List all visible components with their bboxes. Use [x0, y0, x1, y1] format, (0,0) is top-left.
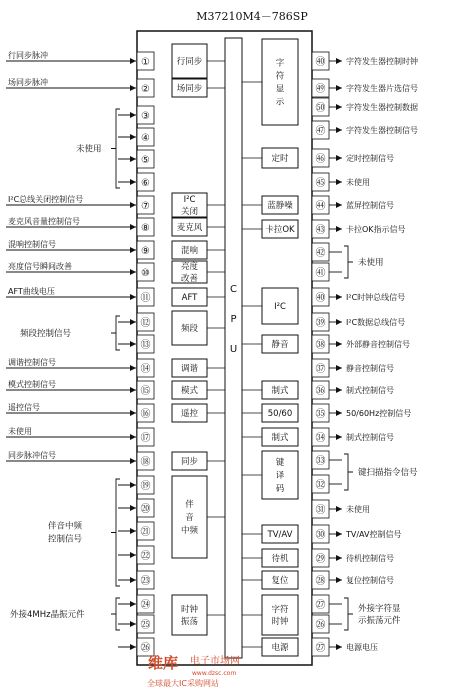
left-signal-label: 麦克风音量控制信号 — [8, 217, 80, 226]
left-block-label: 振荡 — [180, 617, 199, 627]
right-block-label: 字符 — [271, 605, 289, 615]
right-block-label: 时钟 — [271, 617, 289, 627]
left-signal-label: 场同步脉冲 — [8, 78, 48, 87]
left-block-label: 伴 — [185, 500, 194, 510]
arrow-icon — [336, 506, 342, 512]
right-block-label: 示 — [275, 97, 285, 108]
arrow-icon — [130, 202, 136, 208]
left-block-label: 频段 — [180, 324, 199, 334]
right-group-label: 未使用 — [358, 258, 384, 268]
arrow-icon — [336, 644, 342, 650]
right-block-label: 制式 — [271, 433, 289, 443]
left-pin-number: ⑰ — [140, 433, 151, 444]
right-block-label: 卡拉OK — [265, 225, 295, 235]
right-pin-number: ㉝ — [315, 456, 326, 467]
left-pin-number: ㉔ — [140, 600, 151, 611]
right-pin-number: ㉜ — [315, 480, 326, 491]
right-signal-label: 静音控制信号 — [346, 364, 394, 373]
right-block-label: 待机 — [271, 554, 289, 564]
arrow-icon — [130, 58, 136, 64]
arrow-icon — [336, 202, 342, 208]
arrow-icon — [130, 644, 136, 650]
arrow-icon — [336, 434, 342, 440]
arrow-icon — [130, 387, 136, 393]
left-pin-number: ⑦ — [141, 201, 150, 212]
left-block-label: 亮度 — [180, 262, 199, 272]
left-pin-number: ⑱ — [140, 457, 151, 468]
left-group-label: 伴音中频 — [48, 521, 83, 532]
right-function-block — [262, 595, 298, 635]
left-pin-number: ⑭ — [140, 364, 151, 375]
left-pin-number: ⑨ — [141, 246, 150, 257]
left-block-label: 改善 — [180, 274, 199, 284]
left-pin-number: ㉖ — [140, 643, 151, 654]
left-pin-number: ⑲ — [140, 481, 151, 492]
left-group-label: 未使用 — [76, 144, 102, 155]
right-pin-number: ㊶ — [315, 268, 326, 279]
left-block-label: 遥控 — [180, 409, 199, 419]
right-signal-label: I²C时钟总线信号 — [346, 293, 406, 302]
left-function-block — [172, 595, 207, 635]
arrow-icon — [130, 621, 136, 627]
arrow-icon — [130, 179, 136, 185]
left-block-label: 时钟 — [180, 605, 199, 615]
right-signal-label: 字符发生器控制数据 — [346, 103, 418, 112]
right-signal-label: 未使用 — [346, 505, 370, 514]
left-block-label: 音 — [185, 513, 194, 523]
right-block-label: 50/60 — [267, 409, 293, 419]
left-pin-number: ⑯ — [140, 409, 151, 420]
left-signal-label: I²C总线关闭控制信号 — [8, 195, 84, 204]
right-pin-number: ㉗ — [315, 643, 326, 654]
right-pin-number: ㊵ — [315, 57, 326, 68]
left-block-label: AFT — [181, 293, 198, 303]
left-signal-label: 遥控信号 — [8, 403, 40, 412]
right-signal-label: 卡拉OK指示信号 — [346, 225, 406, 234]
right-pin-number: ㊻ — [315, 154, 326, 165]
left-pin-number: ㉒ — [140, 551, 151, 562]
arrow-icon — [130, 85, 136, 91]
left-pin-number: ② — [141, 84, 150, 95]
left-pin-number: ⑳ — [140, 504, 151, 515]
left-block-label: 调谐 — [180, 364, 199, 374]
arrow-icon — [130, 134, 136, 140]
arrow-icon — [130, 269, 136, 275]
arrow-icon — [130, 482, 136, 488]
cpu-letter: P — [230, 314, 237, 325]
arrow-icon — [336, 577, 342, 583]
arrow-icon — [130, 224, 136, 230]
right-signal-label: TV/AV控制信号 — [346, 530, 402, 539]
left-pin-number: ㉑ — [140, 527, 151, 538]
left-pin-number: ⑧ — [141, 223, 150, 234]
right-signal-label: 待机控制信号 — [346, 554, 394, 563]
arrow-icon — [336, 387, 342, 393]
left-signal-label: 同步脉冲信号 — [8, 451, 56, 460]
right-group-brace — [344, 454, 353, 490]
arrow-icon — [336, 341, 342, 347]
left-group-brace — [111, 109, 120, 188]
left-block-label: 中频 — [180, 526, 199, 536]
right-signal-label: 字符发生器片选信号 — [346, 84, 418, 93]
watermark-logo: 维库 — [148, 654, 179, 672]
arrow-icon — [130, 505, 136, 511]
arrow-icon — [130, 410, 136, 416]
arrow-icon — [130, 365, 136, 371]
right-pin-number: ㉗ — [315, 600, 326, 611]
watermark-url: www.dzsc.com — [192, 670, 237, 677]
arrow-icon — [336, 85, 342, 91]
left-block-label: 麦克风 — [176, 223, 203, 233]
left-block-label: 关闭 — [180, 207, 199, 217]
right-signal-label: 定时控制信号 — [346, 154, 394, 163]
right-signal-label: 字符发生器控制时钟 — [346, 57, 418, 66]
right-block-label: 键 — [275, 458, 285, 468]
right-block-label: 静音 — [271, 340, 289, 350]
right-pin-number: ㉘ — [315, 576, 326, 587]
left-pin-number: ⑥ — [141, 178, 150, 189]
right-signal-label: 未使用 — [346, 178, 370, 187]
arrow-icon — [336, 319, 342, 325]
right-pin-number: ㉖ — [315, 620, 326, 631]
left-block-label: 混响 — [180, 246, 199, 256]
arrow-icon — [130, 112, 136, 118]
left-block-label: 模式 — [180, 386, 199, 396]
right-pin-number: ㊳ — [315, 340, 326, 351]
arrow-icon — [130, 247, 136, 253]
left-block-label: 同步 — [180, 457, 199, 467]
arrow-icon — [336, 226, 342, 232]
right-block-label: 复位 — [271, 576, 289, 586]
right-signal-label: 制式控制信号 — [346, 433, 394, 442]
left-pin-number: ⑤ — [141, 155, 150, 166]
left-pin-number: ③ — [141, 111, 150, 122]
left-signal-label: AFT曲线电压 — [8, 287, 55, 296]
right-pin-number: ㊺ — [315, 178, 326, 189]
right-pin-number: ㊿ — [315, 103, 326, 114]
left-signal-label: 模式控制信号 — [8, 380, 56, 389]
arrow-icon — [336, 410, 342, 416]
arrow-icon — [336, 104, 342, 110]
arrow-icon — [336, 294, 342, 300]
left-block-label: I²C — [183, 195, 196, 205]
left-signal-label: 亮度信号瞬间改善 — [8, 262, 72, 271]
right-block-label: 蓝静噪 — [267, 201, 293, 211]
right-pin-number: ㊴ — [315, 318, 326, 329]
left-pin-number: ④ — [141, 133, 150, 144]
right-pin-number: ㉚ — [315, 530, 326, 541]
right-pin-number: ㊸ — [315, 225, 326, 236]
right-pin-number: ㉞ — [315, 433, 326, 444]
left-pin-number: ⑮ — [140, 386, 151, 397]
right-block-label: 字 — [275, 58, 285, 69]
arrow-icon — [130, 552, 136, 558]
right-group-label: 示振荡元件 — [358, 616, 401, 626]
right-pin-number: ㊹ — [315, 201, 326, 212]
right-block-label: 电源 — [271, 643, 289, 653]
right-pin-number: ㉟ — [315, 409, 326, 420]
left-pin-number: ① — [141, 57, 150, 68]
chip-title: M37210M4－786SP — [196, 10, 308, 23]
arrow-icon — [336, 531, 342, 537]
right-function-block — [262, 39, 298, 125]
left-group-brace — [111, 479, 120, 586]
right-group-label: 键扫描指令信号 — [358, 468, 418, 478]
arrow-icon — [130, 319, 136, 325]
left-pin-number: ⑬ — [140, 340, 151, 351]
left-pin-number: ㉓ — [140, 576, 151, 587]
right-pin-number: ㉛ — [315, 505, 326, 516]
arrow-icon — [130, 577, 136, 583]
left-block-label: 行同步 — [176, 57, 203, 67]
left-group-label: 外接4MHz晶振元件 — [10, 610, 85, 620]
arrow-icon — [130, 434, 136, 440]
arrow-icon — [336, 365, 342, 371]
arrow-icon — [130, 601, 136, 607]
right-signal-label: 蓝屏控制信号 — [346, 201, 394, 210]
right-signal-label: 复位控制信号 — [346, 576, 394, 585]
left-pin-number: ⑫ — [140, 318, 151, 329]
left-signal-label: 行同步脉冲 — [8, 51, 48, 60]
cpu-letter: C — [230, 284, 237, 295]
right-pin-number: ㉙ — [315, 554, 326, 565]
right-block-label: 符 — [275, 71, 285, 82]
cpu-letter: U — [229, 344, 238, 355]
right-block-label: 显 — [275, 84, 285, 95]
arrow-icon — [130, 156, 136, 162]
right-block-label: TV/AV — [267, 530, 293, 540]
arrow-icon — [336, 555, 342, 561]
left-signal-label: 混响控制信号 — [8, 240, 56, 249]
right-pin-number: ㊵ — [315, 293, 326, 304]
right-signal-label: 外部静音控制信号 — [346, 340, 410, 349]
right-block-label: 定时 — [271, 154, 289, 164]
right-group-label: 外接字符显 — [358, 604, 401, 614]
left-block-label: 场同步 — [176, 84, 203, 94]
left-group-label: 控制信号 — [48, 534, 83, 545]
left-group-brace — [111, 598, 120, 630]
right-signal-label: 电源电压 — [346, 643, 378, 652]
left-group-label: 频段控制信号 — [20, 329, 72, 339]
arrow-icon — [336, 127, 342, 133]
left-pin-number: ⑩ — [141, 268, 150, 279]
left-pin-number: ㉕ — [140, 620, 151, 631]
right-block-label: I²C — [274, 302, 286, 312]
right-block-label: 译 — [275, 471, 285, 481]
right-block-label: 码 — [275, 484, 285, 494]
right-pin-number: ㊾ — [315, 84, 326, 95]
right-pin-number: ㊱ — [315, 386, 326, 397]
right-signal-label: 制式控制信号 — [346, 386, 394, 395]
right-pin-number: ㊼ — [315, 126, 326, 137]
right-group-brace — [344, 598, 353, 630]
watermark-title: 电子市场网 — [190, 656, 240, 667]
right-signal-label: I²C数据总线信号 — [346, 318, 406, 327]
left-signal-label: 未使用 — [8, 427, 32, 436]
right-group-brace — [344, 246, 353, 278]
arrow-icon — [130, 458, 136, 464]
left-pin-number: ⑪ — [140, 293, 151, 304]
arrow-icon — [336, 179, 342, 185]
right-block-label: 制式 — [271, 386, 289, 396]
arrow-icon — [336, 155, 342, 161]
arrow-icon — [130, 294, 136, 300]
right-signal-label: 50/60Hz控制信号 — [346, 409, 412, 418]
arrow-icon — [130, 528, 136, 534]
right-pin-number: ㊲ — [315, 364, 326, 375]
right-pin-number: ㊷ — [315, 248, 326, 259]
left-signal-label: 调谐控制信号 — [8, 358, 56, 367]
left-group-brace — [111, 316, 120, 350]
right-signal-label: 字符发生器控制信号 — [346, 126, 418, 135]
arrow-icon — [130, 341, 136, 347]
watermark-tagline: 全球最大IC采购网站 — [147, 679, 219, 688]
arrow-icon — [336, 58, 342, 64]
